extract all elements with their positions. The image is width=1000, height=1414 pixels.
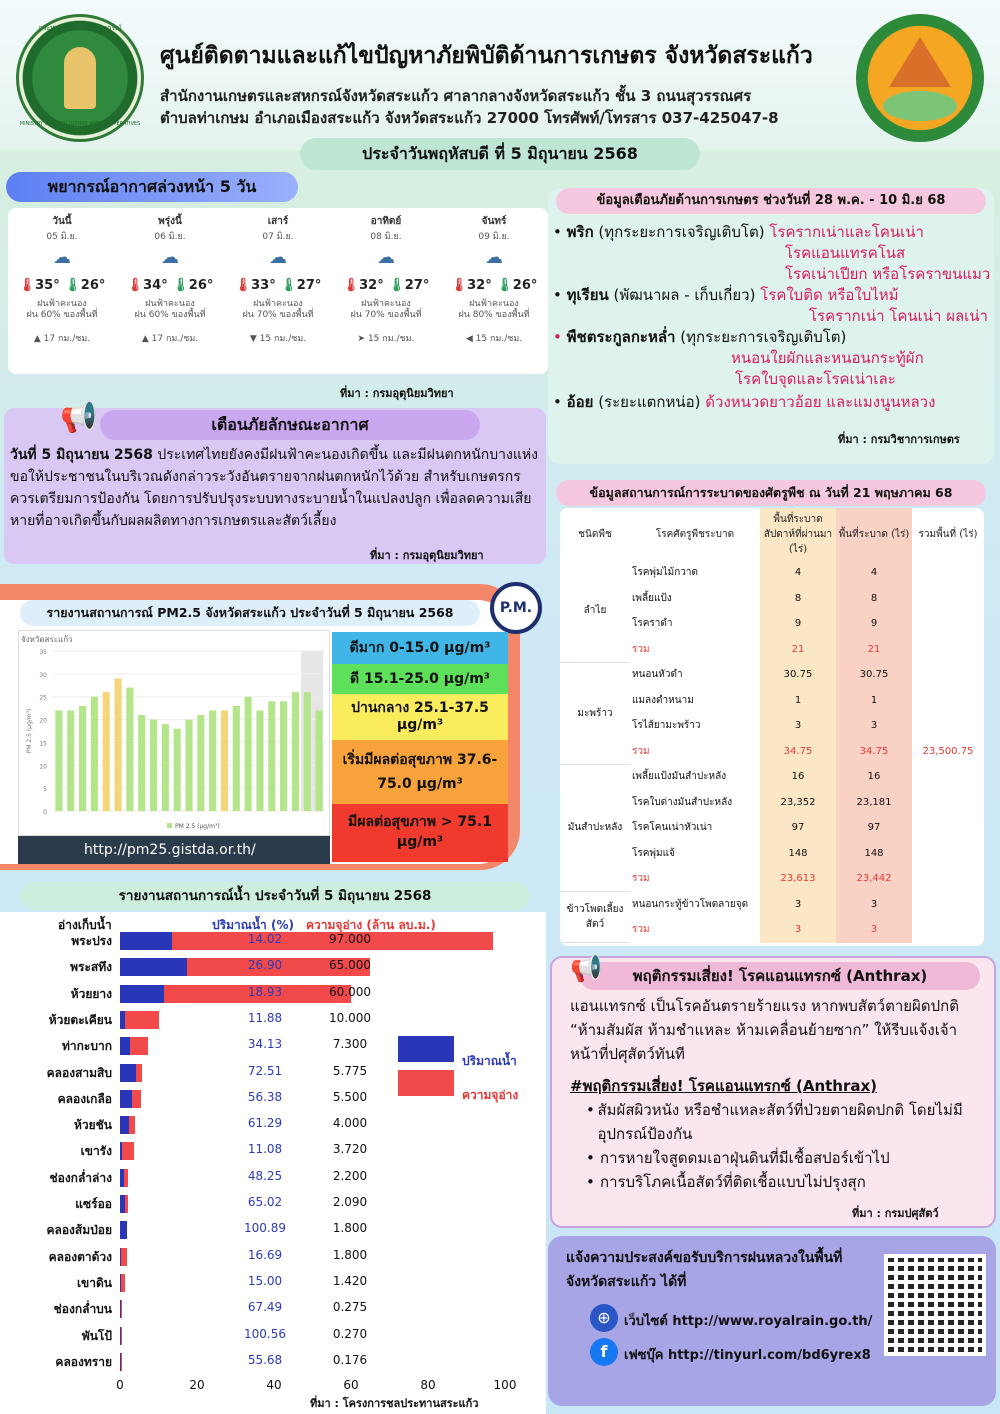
dam-cap: 5.775: [332, 1063, 368, 1078]
pest-area: 30.75: [836, 662, 912, 688]
dam-pct: 61.29: [247, 1116, 283, 1131]
dam-pct: 34.13: [247, 1037, 283, 1052]
pest-disease: เพลี้ยแป้ง: [632, 592, 672, 604]
dam-cap: 97.000: [329, 932, 371, 946]
pest-area: 4: [836, 560, 912, 586]
pm25-bar: [256, 710, 263, 811]
dam-volume-bar: [120, 1274, 121, 1292]
rain-service-title: แจ้งความประสงค์ขอรับบริการฝนหลวงในพื้นที่จังหวัดสระแก้ว ได้ที่: [566, 1250, 843, 1290]
pest-crop: มะพร้าว: [560, 662, 630, 764]
dam-volume-bar: [120, 1195, 125, 1213]
dam-pct: 14.02: [247, 932, 283, 946]
rain-service-web[interactable]: เว็บไซต์ http://www.royalrain.go.th/: [624, 1314, 873, 1329]
dam-pct: 11.08: [247, 1142, 283, 1157]
dam-name: ห้วยตะเคียน: [48, 1012, 112, 1027]
anthrax-title: พฤติกรรมเสี่ยง! โรคแอนแทรกซ์ (Anthrax): [580, 962, 980, 990]
dam-pct: 56.38: [247, 1089, 283, 1104]
dam-cap: 60.000: [329, 984, 371, 999]
alert-item-chili: • พริก (ทุกระยะการเจริญเติบโต) โรครากเน่าและโคนเน่า: [553, 223, 924, 241]
pm25-bar: [233, 706, 240, 811]
forecast-day: เสาร์ 07 มิ.ย. ☁ 🌡33° 🌡27° ฝนฟ้าคะนอง ฝน 70% ของพื้นที่ ▼ 15 กม./ชม.: [224, 208, 332, 373]
pest-area: 21: [836, 637, 912, 663]
rain-cloud-icon: ☁: [53, 247, 71, 268]
dam-cap: 1.800: [332, 1221, 368, 1236]
pest-area: 3: [836, 892, 912, 918]
dam-pct: 18.93: [247, 984, 283, 999]
rain-service-facebook[interactable]: เฟซบุ๊ค http://tinyurl.com/bd6yrex8: [624, 1348, 871, 1363]
facebook-icon: f: [590, 1338, 618, 1366]
pest-area: 1: [760, 688, 836, 714]
water-axis-tick: 100: [493, 1378, 517, 1392]
forecast-title: พยากรณ์อากาศล่วงหน้า 5 วัน: [6, 172, 298, 202]
pm25-bar: [126, 688, 133, 811]
globe-icon: ⊕: [590, 1304, 618, 1332]
dam-cap: 1.800: [332, 1247, 368, 1262]
pest-area: 3: [760, 892, 836, 918]
pest-area: 4: [760, 560, 836, 586]
alert-item-sugarcane: • อ้อย (ระยะแตกหน่อ) ด้วงหนวดยาวอ้อย และแมงนูนหลวง: [553, 393, 936, 411]
pest-area: 97: [760, 815, 836, 841]
dam-cap: 2.090: [332, 1195, 368, 1209]
anthrax-body: แอนแทรกซ์ เป็นโรคอันตรายร้ายแรง หากพบสัตว์ตายผิดปกติ “ห้ามสัมผัส ห้ามชำแหละ ห้ามเคลื่อนย้ายซาก” ให้รีบแจ้งเจ้าหน้าที่ปศุสัตว์ทันที: [570, 997, 959, 1063]
dam-volume-bar: [120, 932, 172, 950]
rain-cloud-icon: ☁: [377, 247, 395, 268]
anthrax-bullet: การบริโภคเนื้อสัตว์ที่ติดเชื้อแบบไม่ปรุงสุก: [600, 1173, 866, 1191]
pest-area: 30.75: [760, 662, 836, 688]
pm25-bar: [268, 701, 275, 811]
pm25-bar: [304, 692, 311, 811]
address-line-2: ตำบลท่าเกษม อำเภอเมืองสระแก้ว จังหวัดสระแก้ว 27000 โทรศัพท์/โทรสาร 037-425047-8: [160, 109, 779, 127]
water-axis-tick: 80: [420, 1378, 436, 1392]
pest-crop: มันสำปะหลัง: [560, 764, 630, 892]
pm25-bar: [55, 710, 62, 811]
pm-band-unhealthy-start: เริ่มมีผลต่อสุขภาพ 37.6-75.0 μg/m³: [332, 740, 508, 804]
water-axis-tick: 20: [189, 1378, 205, 1392]
dam-cap: 0.275: [332, 1300, 368, 1315]
dam-pct: 65.02: [247, 1195, 283, 1209]
anthrax-source: ที่มา : กรมปศุสัตว์: [852, 1207, 939, 1220]
legend-pct-swatch: [398, 1036, 454, 1062]
water-title: รายงานสถานการณ์น้ำ ประจำวันที่ 5 มิถุนายน 2568: [20, 882, 530, 910]
pest-crop: ข้าวโพดเลี้ยงสัตว์: [560, 892, 630, 943]
dam-volume-bar: [120, 958, 187, 976]
pm25-ytick: 10: [39, 763, 47, 771]
pm25-ytick: 0: [43, 809, 47, 816]
pm25-bar: [150, 720, 157, 811]
pm25-bar: [245, 697, 252, 811]
dam-name: เขารัง: [80, 1144, 112, 1159]
pm-band-unhealthy: มีผลต่อสุขภาพ > 75.1 μg/m³: [332, 804, 508, 862]
pm25-bar: [185, 720, 192, 811]
dam-name: ท่ากะบาก: [62, 1039, 112, 1054]
dam-name: ห้วยยาง: [70, 986, 112, 1001]
dam-capacity-bar: [120, 1011, 159, 1029]
qr-code[interactable]: [884, 1254, 986, 1356]
pm25-bar: [221, 710, 228, 811]
pest-area: 16: [760, 764, 836, 790]
pest-disease: โรคราดำ: [632, 618, 673, 630]
weather-warning-title: เตือนภัยลักษณะอากาศ: [100, 410, 480, 440]
pest-disease: โรไส้ยามะพร้าว: [632, 720, 701, 732]
pest-disease: โรคพุ่มแจ้: [632, 847, 675, 859]
dam-volume-bar: [120, 1327, 121, 1345]
rain-cloud-icon: ☁: [485, 247, 503, 268]
dam-volume-bar: [120, 1116, 129, 1134]
pest-title: ข้อมูลสถานการณ์การระบาดของศัตรูพืช ณ วันที่ 21 พฤษภาคม 68: [556, 480, 986, 506]
pest-disease: โรคใบด่างมันสำปะหลัง: [632, 796, 733, 808]
dam-cap: 4.000: [332, 1116, 368, 1131]
pm-band-moderate: ปานกลาง 25.1-37.5 μg/m³: [332, 694, 508, 740]
dam-cap: 7.300: [332, 1037, 368, 1052]
dam-pct: 100.89: [244, 1221, 286, 1236]
pm25-bar: [209, 710, 216, 811]
dam-cap: 5.500: [332, 1089, 368, 1104]
pm25-bar: [197, 715, 204, 811]
water-source: ที่มา : โครงการชลประทานสระแก้ว: [310, 1397, 479, 1410]
pest-area: 3: [760, 713, 836, 739]
water-axis: [0, 1378, 546, 1394]
dam-name: คลองทราย: [55, 1354, 112, 1369]
legend-pct-label: ปริมาณน้ำ: [462, 1054, 517, 1068]
agri-alert-title: ข้อมูลเตือนภัยด้านการเกษตร ช่วงวันที่ 28 พ.ค. - 10 มิ.ย 68: [556, 188, 986, 214]
dam-cap: 10.000: [329, 1010, 371, 1025]
dam-pct: 26.90: [247, 958, 283, 973]
pest-area: 16: [836, 764, 912, 790]
page-title: ศูนย์ติดตามและแก้ไขปัญหาภัยพิบัติด้านการเกษตร จังหวัดสระแก้ว: [160, 43, 813, 69]
pm25-legend: PM 2.5 (μg/m³): [175, 823, 220, 830]
dam-cap: 2.200: [332, 1168, 368, 1183]
weather-warning-source: ที่มา : กรมอุตุนิยมวิทยา: [370, 549, 484, 562]
water-axis-tick: 0: [116, 1378, 124, 1392]
dam-cap: 0.270: [332, 1326, 368, 1341]
forecast-day: พรุ่งนี้ 06 มิ.ย. ☁ 🌡34° 🌡26° ฝนฟ้าคะนอง ฝน 60% ของพื้นที่ ▲ 17 กม./ชม.: [116, 208, 224, 373]
pm25-bar: [162, 724, 169, 811]
pest-disease: เพลี้ยแป้งมันสำปะหลัง: [632, 771, 727, 783]
pm25-bar: [103, 692, 110, 811]
anthrax-hashtag: #พฤติกรรมเสี่ยง! โรคแอนแทรกซ์ (Anthrax): [570, 1077, 878, 1095]
water-axis-tick: 40: [266, 1378, 282, 1392]
dam-name: เขาดิน: [76, 1275, 112, 1290]
dam-volume-bar: [120, 1090, 132, 1108]
dam-name: ช่องกล่ำล่าง: [49, 1170, 112, 1185]
dam-volume-bar: [120, 1037, 130, 1055]
pest-disease: รวม: [632, 643, 650, 655]
pm25-ytick: 5: [43, 786, 47, 794]
dam-name: แซร์ออ: [75, 1197, 112, 1211]
pm25-bar: [316, 710, 323, 811]
agri-alert-list: • พริก (ทุกระยะการเจริญเติบโต) โรครากเน่าและโคนเน่า โรคแอนแทรคโนส โรคเน่าเปียก หรือโรคราขนแมว • ทุเรียน (พัฒนาผล - เก็บเกี่ยว) โรคใบติด หรือใบไหม้ โรครากเน่า โคนเน่า ผลเน่า • พืชตระกูลกะหล่ำ (ทุกระยะการเจริญเติบโต) หนอนใยผักและหนอนกระทู้ผัก โรคใบจุดและโรคเน่าเละ • อ้อย (ระยะแตกหน่อ) ด้วงหนวดยาวอ้อย และแมงนูนหลวง: [553, 222, 993, 413]
pest-area: 8: [760, 586, 836, 612]
pest-area: 23,442: [836, 866, 912, 892]
forecast-day: วันนี้ 05 มิ.ย. ☁ 🌡35° 🌡26° ฝนฟ้าคะนอง ฝน 60% ของพื้นที่ ▲ 17 กม./ชม.: [8, 208, 116, 373]
pm25-ylabel: PM 2.5 (μg/m³): [26, 708, 33, 754]
dam-volume-bar: [120, 1221, 127, 1239]
alert-item-durian: • ทุเรียน (พัฒนาผล - เก็บเกี่ยว) โรคใบติด หรือใบไหม้: [553, 286, 899, 304]
pm-band-very-good: ดีมาก 0-15.0 μg/m³: [332, 632, 508, 664]
pest-disease: หนอนกระทู้ข้าวโพดลายจุด: [632, 898, 749, 910]
address-line-1: สำนักงานเกษตรและสหกรณ์จังหวัดสระแก้ว ศาลากลางจังหวัดสระแก้ว ชั้น 3 ถนนสุวรรณศร: [160, 87, 752, 105]
pm25-bar: [79, 706, 86, 811]
dam-capacity-bar: [120, 1142, 134, 1160]
logo-left-top-text: กระทรวงเกษตรและสหกรณ์: [38, 24, 122, 32]
megaphone-icon: 📢: [570, 954, 603, 984]
alert-item-cabbage: • พืชตระกูลกะหล่ำ (ทุกระยะการเจริญเติบโต): [553, 328, 847, 346]
dam-pct: 16.69: [247, 1247, 283, 1262]
pest-disease: รวม: [632, 924, 650, 936]
pm25-bar: [67, 710, 74, 811]
anthrax-bullets: • สัมผัสผิวหนัง หรือชำแหละสัตว์ที่ป่วยตายผิดปกติ โดยไม่มีอุปกรณ์ป้องกัน • การหายใจสูดดมเอาฝุ่นดินที่มีเชื้อสปอร์เข้าไป • การบริโภคเนื้อสัตว์ที่ติดเชื้อแบบไม่ปรุงสุก: [586, 1098, 976, 1194]
pest-area: 148: [836, 841, 912, 867]
pest-area: 23,181: [836, 790, 912, 816]
pm-band-good: ดี 15.1-25.0 μg/m³: [332, 664, 508, 694]
pm25-url[interactable]: http://pm25.gistda.or.th/: [18, 836, 330, 864]
pest-disease: รวม: [632, 873, 650, 885]
forecast-source: ที่มา : กรมอุตุนิยมวิทยา: [340, 387, 454, 400]
pm25-chart: [19, 631, 331, 837]
pest-area: 9: [760, 611, 836, 637]
province-logo: [856, 14, 984, 142]
rain-cloud-icon: ☁: [269, 247, 287, 268]
pest-area: 8: [836, 586, 912, 612]
pm25-bar: [91, 697, 98, 811]
pest-area: 34.75: [760, 739, 836, 765]
pest-disease: หนอนหัวดำ: [632, 669, 683, 681]
pest-area: 148: [760, 841, 836, 867]
pm25-ytick: 20: [39, 717, 47, 725]
dam-name: ช่องกล่ำบน: [53, 1302, 112, 1317]
pest-area: 3: [836, 917, 912, 943]
ministry-logo: [16, 14, 144, 142]
pm25-bar: [292, 692, 299, 811]
dam-pct: 55.68: [247, 1352, 283, 1367]
dam-pct: 67.49: [247, 1300, 283, 1315]
pm25-chart-frame: [18, 630, 330, 836]
pest-area: 3: [836, 713, 912, 739]
dam-pct: 100.56: [244, 1326, 286, 1341]
dam-name: พระสทึง: [70, 960, 112, 975]
dam-cap: 3.720: [332, 1142, 368, 1157]
dam-name: พระปรง: [71, 934, 112, 948]
pm25-chart-label: จังหวัดสระแก้ว: [21, 635, 73, 644]
pest-table: ชนิดพืช โรคศัตรูพืชระบาด พื้นที่ระบาดสัปดาห์ที่ผ่านมา (ไร่) พื้นที่ระบาด (ไร่) รวมพื้นที่ (ไร่) ลำไย โรคพุ่มไม้กวาด 4 4 23,500.75 เพลี้ยแป้ง 8 8 โรคราดำ 9 9 รวม 21 21 มะพร้าว หนอนหัวดำ 30.75 30.75 แมลงดำหนาม 1 1 โรไส้ยามะพร้าว 3 3 รวม 34.75 34.75 มันสำปะหลัง เพลี้ยแป้งมันสำปะหลัง 16 16 โรคใบด่างมันสำปะหลัง 23,352 23,181 โรคโคนเน่าหัวเน่า 97 97 โรคพุ่มแจ้ 148 148 รวม 23,613 23,442 ข้าวโพดเลี้ยงสัตว์ หนอนกระทู้ข้าวโพดลายจุด 3 3 รวม 3 3: [560, 508, 984, 943]
dam-volume-bar: [120, 1248, 121, 1266]
pest-disease: โรคโคนเน่าหัวเน่า: [632, 822, 713, 834]
pest-disease: รวม: [632, 745, 650, 757]
dam-cap: 0.176: [332, 1352, 368, 1367]
dam-name: คลองส้มป่อย: [46, 1223, 112, 1238]
pm25-title: รายงานสถานการณ์ PM2.5 จังหวัดสระแก้ว ประจำวันที่ 5 มิถุนายน 2568: [20, 600, 480, 626]
pest-total: 23,500.75: [922, 745, 974, 757]
pm25-ytick: 25: [39, 694, 47, 702]
anthrax-bullet: สัมผัสผิวหนัง หรือชำแหละสัตว์ที่ป่วยตายผิดปกติ โดยไม่มีอุปกรณ์ป้องกัน: [597, 1101, 963, 1143]
dam-volume-bar: [120, 1169, 124, 1187]
dam-cap: 1.420: [332, 1273, 368, 1288]
dam-pct: 72.51: [247, 1063, 283, 1078]
dam-name: คลองตาด้วง: [48, 1249, 112, 1264]
forecast-day: อาทิตย์ 08 มิ.ย. ☁ 🌡32° 🌡27° ฝนฟ้าคะนอง ฝน 70% ของพื้นที่ ➤ 15 กม./ชม.: [332, 208, 440, 373]
pest-area: 34.75: [836, 739, 912, 765]
pm25-legend-swatch: [167, 823, 172, 828]
legend-cap-label: ความจุอ่าง: [462, 1088, 519, 1102]
dam-pct: 11.88: [247, 1010, 283, 1025]
pm25-bar: [174, 729, 181, 811]
pm25-scale: [332, 632, 508, 864]
pm25-bar: [280, 701, 287, 811]
pm25-bar: [114, 678, 121, 811]
megaphone-icon: 📢: [60, 400, 98, 435]
forecast-panel: [8, 208, 548, 374]
dam-cap: 65.000: [329, 958, 371, 973]
anthrax-bullet: การหายใจสูดดมเอาฝุ่นดินที่มีเชื้อสปอร์เข้าไป: [600, 1149, 890, 1167]
dam-volume-bar: [120, 1011, 125, 1029]
date-banner: ประจำวันพฤหัสบดี ที่ 5 มิถุนายน 2568: [300, 138, 700, 170]
dam-volume-bar: [120, 1064, 136, 1082]
dam-pct: 48.25: [247, 1168, 283, 1183]
water-col-cap: ความจุอ่าง (ล้าน ลบ.ม.): [306, 918, 436, 932]
rain-cloud-icon: ☁: [161, 247, 179, 268]
pest-disease: แมลงดำหนาม: [632, 694, 694, 706]
dam-volume-bar: [120, 985, 164, 1003]
dam-name: ห้วยชัน: [73, 1118, 112, 1133]
agri-alert-source: ที่มา : กรมวิชาการเกษตร: [838, 433, 960, 446]
water-col-pct: ปริมาณน้ำ (%): [212, 918, 294, 932]
dam-volume-bar: [120, 1142, 122, 1160]
pm25-ytick: 35: [39, 649, 47, 656]
dam-name: คลองเกลือ: [57, 1091, 112, 1106]
pest-area: 23,352: [760, 790, 836, 816]
dam-name: คลองสามสิบ: [46, 1065, 112, 1080]
logo-left-text: MINISTRY OF AGRICULTURE AND COOPERATIVES: [19, 121, 141, 127]
pest-area: 1: [836, 688, 912, 714]
dam-volume-bar: [120, 1353, 121, 1371]
pest-area: 23,613: [760, 866, 836, 892]
pest-area: 21: [760, 637, 836, 663]
pest-table-panel: [560, 508, 984, 946]
dam-name: พันโป้: [81, 1328, 112, 1343]
dam-volume-bar: [120, 1300, 121, 1318]
water-col-name: อ่างเก็บน้ำ: [58, 918, 112, 932]
legend-cap-swatch: [398, 1070, 454, 1096]
pm25-ytick: 30: [39, 671, 47, 679]
pest-area: 97: [836, 815, 912, 841]
pm25-bar: [138, 715, 145, 811]
pest-area: 9: [836, 611, 912, 637]
water-axis-tick: 60: [343, 1378, 359, 1392]
forecast-day: จันทร์ 09 มิ.ย. ☁ 🌡32° 🌡26° ฝนฟ้าคะนอง ฝน 80% ของพื้นที่ ◀ 15 กม./ชม.: [440, 208, 548, 373]
dam-pct: 15.00: [247, 1273, 283, 1288]
pm-badge-icon: P.M.: [490, 582, 542, 634]
pest-disease: โรคพุ่มไม้กวาด: [632, 567, 699, 579]
pest-area: 3: [760, 917, 836, 943]
pm25-ytick: 15: [39, 740, 47, 748]
water-chart: [0, 932, 546, 1372]
pest-row: [560, 560, 984, 586]
weather-warning-body: วันที่ 5 มิถุนายน 2568 ประเทศไทยยังคงมีฝนฟ้าคะนองเกิดขึ้น และมีฝนตกหนักบางแห่ง ขอให้ประชาชนในบริเวณดังกล่าวระวังอันตรายจากฝนตกหนักไว้ด้วย สำหรับเกษตรกรควรเตรียมการป้องกัน โดยการปรับปรุงระบบทางระบายน้ำในแปลงปลูก เพื่อลดความเสียหายที่อาจเกิดขึ้นกับผลผลิตทางการเกษตรและสัตว์เลี้ยง: [10, 447, 538, 529]
pest-crop: ลำไย: [560, 560, 630, 662]
